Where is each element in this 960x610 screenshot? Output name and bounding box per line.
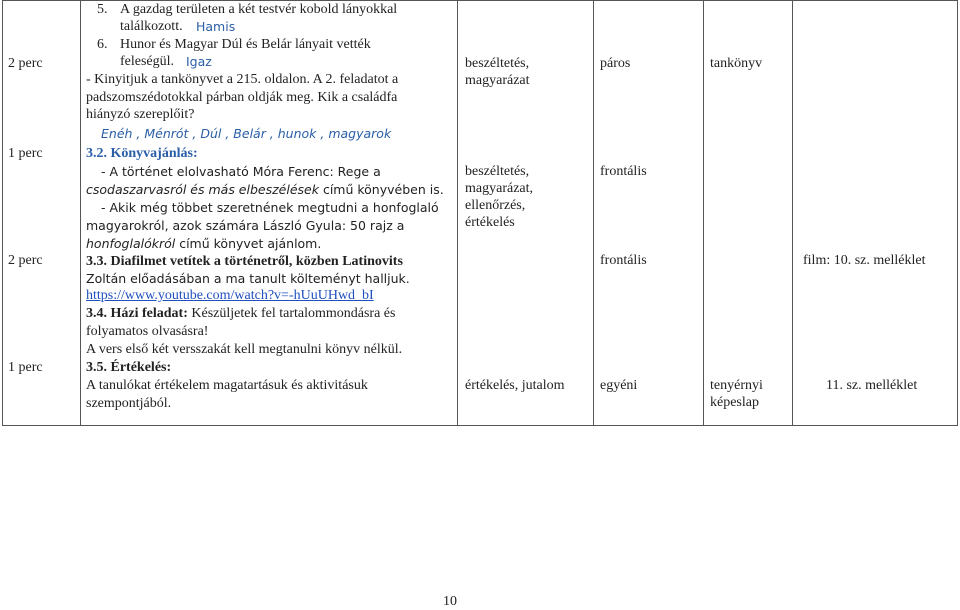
book-line-2-rest: című könyvében is. [318, 182, 444, 197]
book-title-1: csodaszarvasról és más elbeszélések [86, 182, 319, 197]
task-line-1: - Kinyitjuk a tankönyvet a 215. oldalon. A 2. feladatot a [86, 72, 399, 87]
task-line-3: hiányzó szereplőit? [86, 107, 195, 122]
task-line-2: padszomszédotokkal párban oldják meg. Kik a családfa [86, 90, 398, 105]
slideshow-line-1-text: 3.3. Diafilmet vetítek a történetről, közben Latinovits [86, 254, 403, 269]
question-6-text: Hunor és Magyar Dúl és Belár lányait vették [120, 37, 371, 52]
row1-tool: tankönyv [710, 56, 763, 71]
book-line-5-rest: című könyvet ajánlom. [175, 236, 322, 251]
homework-line-2: folyamatos olvasásra! [86, 324, 209, 339]
homework-text: Készüljetek fel tartalommondásra és [187, 306, 396, 321]
row1-form: páros [600, 56, 631, 71]
question-6-answer: Igaz [186, 54, 212, 69]
book-line-1: - A történet elolvasható Móra Ferenc: Rege a [101, 164, 381, 179]
slideshow-line-2: Zoltán előadásában a ma tanult költeményt halljuk. [86, 271, 410, 286]
row1-time: 2 perc [8, 56, 43, 71]
question-5-text: A gazdag területen a két testvér kobold lányokkal [120, 2, 398, 17]
row2-form: frontális [600, 164, 647, 179]
table-border-right [957, 0, 958, 426]
row1-method: beszéltetés, magyarázat [465, 56, 530, 88]
book-recommendation-heading: 3.2. Könyvajánlás: [86, 146, 198, 161]
question-5-number: 5. [97, 2, 108, 17]
col-divider-4 [703, 0, 704, 426]
table-border-bottom [2, 425, 958, 426]
row3-note: film: 10. sz. melléklet [803, 253, 926, 268]
col-divider-3 [593, 0, 594, 426]
question-6-number: 6. [97, 37, 108, 52]
evaluation-line-1: A tanulókat értékelem magatartásuk és aktivitásuk [86, 378, 368, 393]
col-divider-5 [792, 0, 793, 426]
youtube-link[interactable]: https://www.youtube.com/watch?v=-hUuUHwd_bI [86, 288, 374, 303]
book-line-4: magyarokról, azok számára László Gyula: 50 rajz a [86, 218, 405, 233]
row3-time: 2 perc [8, 253, 43, 268]
evaluation-heading: 3.5. Értékelés: [86, 360, 172, 375]
row4-note: 11. sz. melléklet [826, 378, 918, 393]
family-tree-answer: Enéh , Ménrót , Dúl , Belár , hunok , magyarok [101, 126, 392, 141]
book-line-5 [86, 235, 321, 252]
evaluation-line-2: szempontjából. [86, 396, 172, 411]
book-line-3: - Akik még többet szeretnének megtudni a honfoglaló [101, 200, 439, 215]
question-5-answer: Hamis [196, 19, 236, 34]
row3-form: frontális [600, 253, 647, 268]
table-border-left [2, 0, 3, 426]
homework-line-3: A vers első két versszakát kell megtanulni könyv nélkül. [86, 342, 403, 357]
homework-label: 3.4. Házi feladat: [86, 306, 188, 321]
homework-line-1 [86, 305, 395, 322]
row4-time: 1 perc [8, 360, 43, 375]
slideshow-line-1 [86, 252, 403, 270]
question-5-text-cont: találkozott. [120, 19, 183, 34]
row2-method: beszéltetés, magyarázat, ellenőrzés, értékelés [465, 164, 534, 230]
question-6-text-cont: feleségül. [120, 54, 175, 69]
row2-time: 1 perc [8, 146, 43, 161]
col-divider-1 [80, 0, 81, 426]
page-number: 10 [443, 594, 457, 609]
col-divider-2 [457, 0, 458, 426]
row4-tool: tenyérnyi képeslap [710, 378, 763, 410]
book-line-2 [86, 181, 444, 198]
row4-method: értékelés, jutalom [465, 378, 565, 393]
book-title-2: honfoglalókról [86, 236, 176, 251]
row4-form: egyéni [600, 378, 638, 393]
